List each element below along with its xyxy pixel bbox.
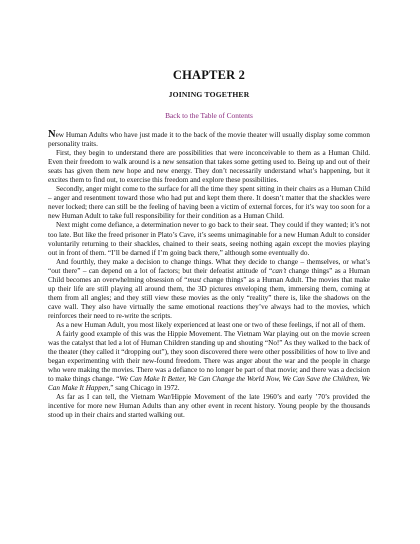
emphasis: must: [187, 275, 202, 284]
paragraph: Next might come defiance, a determination never to go back to their seat. They could if they wanted; it’s not too late. But like the freed prisoner in Plato’s Cave, it’s seems unimaginable for a new Human Adult to consider voluntarily returning to their shackles, chained to their seats, seeing nothing again except the movies playing out in front of them. “I’ll be darned if I’m going back there,” although some eventually do.: [48, 221, 370, 257]
paragraph: A fairly good example of this was the Hippie Movement. The Vietnam War playing out on the movie screen was the catalyst that led a lot of Human Children standing up and shouting “No!” As they walked to the back of the theater (they called it “dropping out”), they soon discovered there were other possibilities of how to live and began experimenting with their new-found freedom. There was anger about the war and the people in charge who were making the movies. There was a defiance to no longer be part of that movie; and there was a decision to make things change. “We Can Make It Better, We Can Change the World Now, We Can Save the Children, We Can Make It Happen,” sang Chicago in 1972.: [48, 330, 370, 393]
paragraph: As far as I can tell, the Vietnam War/Hippie Movement of the late 1960’s and early ’70’s provided the incentive for more new Human Adults than any other event in recent history. Young people by the thousands stood up in their chairs and started walking out.: [48, 393, 370, 420]
emphasis: can’t: [272, 266, 287, 275]
paragraph: First, they begin to understand there are possibilities that were inconceivable to them as a Human Child. Even their freedom to walk around is a new sensation that takes some getting used to. Being up and out of their seats has given them new hope and new energy. They don’t necessarily understand what’s happening, but it excites them to find out, to exercise this freedom and explore these possibilities.: [48, 149, 370, 185]
paragraph: Secondly, anger might come to the surface for all the time they spent sitting in their chairs as a Human Child – anger and resentment toward those who had put and kept them there. It doesn’t matter that the shackles were never locked; there can still be the feeling of having been a victim of external forces, for it’s way too soon for a new Human Adult to take full responsibility for their condition as a Human Child.: [48, 185, 370, 221]
paragraph: As a new Human Adult, you most likely experienced at least one or two of these feelings, if not all of them.: [56, 320, 366, 329]
chapter-subtitle: JOINING TOGETHER: [168, 90, 250, 99]
drop-cap: N: [48, 129, 56, 140]
paragraph: And fourthly, they make a decision to change things. What they decide to change – themselves, or what’s “out there” – can depend on a lot of factors; but their defeatist attitude of “can’t change things” as a Human Child becomes an overwhelming obsession of “must change things” as a Human Adult. The movies that make up their life are still playing all around them, the 3D pictures enveloping them, immersing them, coming at them from all angles; and they still view these movies as the only “reality” there is, like the shadows on the cave wall. They also have virtually the same emotional reactions they’ve always had to the movies, which reinforces their need to re-write the scripts.: [48, 257, 370, 320]
table-of-contents-link[interactable]: Back to the Table of Contents: [165, 111, 253, 120]
chapter-title: CHAPTER 2: [172, 68, 246, 82]
paragraph: New Human Adults who have just made it to the back of the movie theater will usually display some common personality traits.: [48, 129, 370, 149]
song-lyric: We Can Make It Better, We Can Change the World Now, We Can Save the Children, We Can Make It Happen,: [48, 375, 370, 393]
chapter-body: [48, 131, 370, 421]
